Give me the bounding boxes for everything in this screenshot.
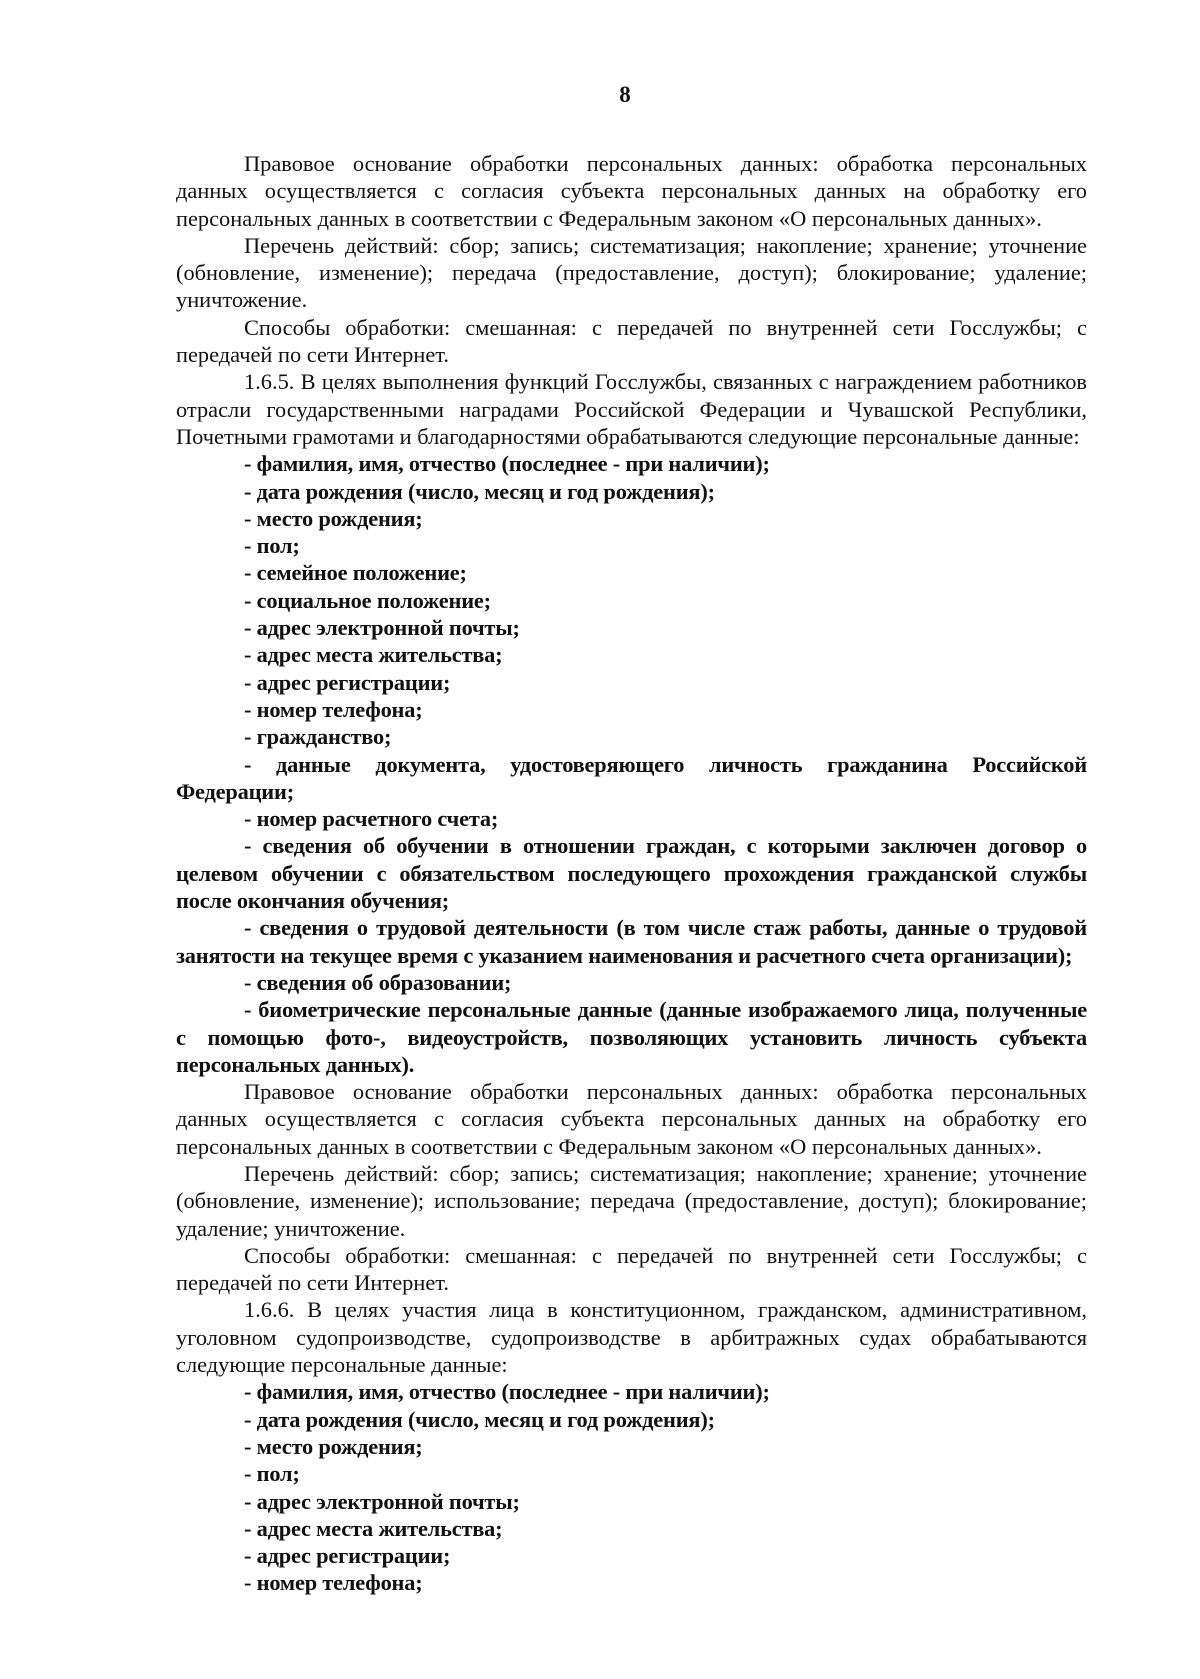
list-item: - номер телефона; xyxy=(244,696,423,722)
list-item: - пол; xyxy=(244,533,300,559)
paragraph: Правовое основание обработки персональных данных: обработка персональных данных осуществляется с согласия субъекта персональных данных на обработку его персональных данных в соответствии с Федеральным законом «О персональных данных». xyxy=(176,1079,1087,1159)
list-item: - фамилия, имя, отчество (последнее - при наличии); xyxy=(244,1379,770,1405)
list-item: - фамилия, имя, отчество (последнее - при наличии); xyxy=(244,451,770,477)
list-item: - сведения об обучении в отношении граждан, с которыми заключен договор о целевом обучении с обязательством последующего прохождения гражданской службы после окончания обучения; xyxy=(176,833,1087,914)
paragraph: Способы обработки: смешанная: с передачей по внутренней сети Госслужбы; с передачей по сети Интернет. xyxy=(176,1242,1087,1296)
list-item: - адрес электронной почты; xyxy=(244,615,520,641)
list-item: - место рождения; xyxy=(244,1433,423,1459)
list-item: - сведения о трудовой деятельности (в том числе стаж работы, данные о трудовой занятости на текущее время с указанием наименования и расчетного счета организации); xyxy=(176,915,1087,968)
paragraph: Перечень действий: сбор; запись; систематизация; накопление; хранение; уточнение (обновление, изменение); использование; передача (предоставление, доступ); блокирование; удаление; уничтожение. xyxy=(176,1160,1087,1241)
list-item: - гражданство; xyxy=(244,724,392,750)
list-item: - дата рождения (число, месяц и год рождения); xyxy=(244,478,715,504)
paragraph: 1.6.5. В целях выполнения функций Госслужбы, связанных с награждением работников отрасли государственными наградами Российской Федерации и Чувашской Республики, Почетными грамотами и благодарностями обрабатываются следующие персональные данные: xyxy=(176,369,1087,449)
list-item: - сведения об образовании; xyxy=(244,969,512,995)
list-item: - данные документа, удостоверяющего личность гражданина Российской Федерации; xyxy=(176,751,1087,804)
paragraph: Способы обработки: смешанная: с передачей по внутренней сети Госслужбы; с передачей по сети Интернет. xyxy=(176,314,1087,368)
list-item: - адрес регистрации; xyxy=(244,669,451,695)
list-item: - дата рождения (число, месяц и год рождения); xyxy=(244,1406,715,1432)
list-item: - номер телефона; xyxy=(244,1570,423,1596)
list-item: - адрес места жительства; xyxy=(244,642,503,668)
list-item: - адрес места жительства; xyxy=(244,1515,503,1541)
paragraph: Правовое основание обработки персональных данных: обработка персональных данных осуществляется с согласия субъекта персональных данных на обработку его персональных данных в соответствии с Федеральным законом «О персональных данных». xyxy=(176,151,1087,231)
list-item: - место рождения; xyxy=(244,505,423,531)
list-item: - биометрические персональные данные (данные изображаемого лица, полученные с помощью фото-, видеоустройств, позволяющих установить личность субъекта персональных данных). xyxy=(176,997,1087,1077)
list-item: - адрес электронной почты; xyxy=(244,1488,520,1514)
list-item: - пол; xyxy=(244,1461,300,1487)
paragraph: 1.6.6. В целях участия лица в конституционном, гражданском, административном, уголовном судопроизводстве, судопроизводстве в арбитражных судах обрабатываются следующие персональные данные: xyxy=(176,1297,1087,1378)
list-item: - номер расчетного счета; xyxy=(244,806,499,832)
page-number: 8 xyxy=(619,82,631,107)
list-item: - социальное положение; xyxy=(244,587,491,613)
list-item: - семейное положение; xyxy=(244,560,467,586)
document-body xyxy=(176,150,1087,1597)
list-item: - адрес регистрации; xyxy=(244,1543,451,1569)
paragraph: Перечень действий: сбор; запись; систематизация; накопление; хранение; уточнение (обновление, изменение); передача (предоставление, доступ); блокирование; удаление; уничтожение. xyxy=(176,232,1087,313)
